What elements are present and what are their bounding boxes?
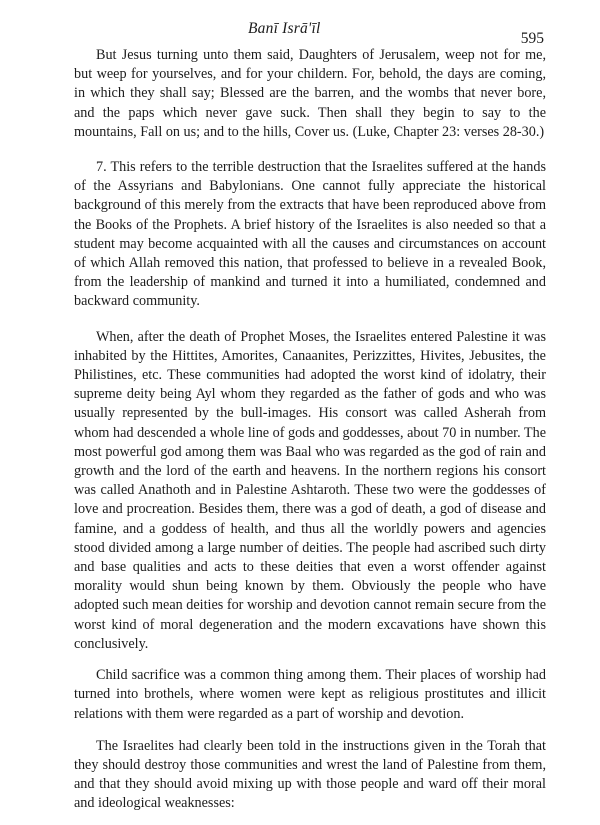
running-title: Banī Isrā'īl xyxy=(248,20,321,37)
page-number: 595 xyxy=(520,30,544,47)
body-text xyxy=(74,46,546,825)
paragraph-child-sacrifice: Child sacrifice was a common thing among them. Their places of worship had turned into brothels, where women were kept as religious prostitutes and illicit relations with them were regarded as a part of worship and devotion. xyxy=(74,667,546,722)
running-header xyxy=(0,20,600,47)
paragraph-palestine-inhabitants: When, after the death of Prophet Moses, the Israelites entered Palestine it was inhabited by the Hittites, Amorites, Canaanites, Perizzittes, Hivites, Jebusites, the Philistines, etc. These communities had adopted the worst kind of idolatry, their supreme deity being Ayl whom they regarded as the father of gods and who was usually represented by the bull-images. His consort was called Asherah from whom had descended a whole line of gods and goddesses, about 70 in number. The most powerful god among them was Baal who was regarded as the god of rain and growth and the lord of the earth and heavens. In the northern regions his consort was called Anathoth and in Palestine Ashtaroth. These two were the goddesses of love and procreation. Besides them, there was a god of death, a god of disease and famine, and a goddess of health, and thus all the worldly powers and agencies stood divided among a large number of deities. The people had ascribed such dirty and base qualities and acts to these deities that even a worst offender against morality would shun being known by them. Obviously the people who have adopted such mean deities for worship and devotion cannot remain secure from the worst kind of moral degeneration and the modern excavations have shown this conclusively. xyxy=(74,328,546,652)
paragraph-luke-quote: But Jesus turning unto them said, Daughters of Jerusalem, weep not for me, but weep for yourselves, and for your childern. For, behold, the days are coming, in which they shall say; Blessed are the barren, and the wombs that never bore, and the paps which never gave suck. Then shall they begin to say to the mountains, Fall on us; and to the hills, Cover us. (Luke, Chapter 23: verses 28-30.) xyxy=(74,47,546,140)
paragraph-torah-instructions: The Israelites had clearly been told in the instructions given in the Torah that they should destroy those communities and wrest the land of Palestine from them, and that they should avoid mixing up with those people and ward off their moral and ideological weaknesses: xyxy=(74,737,546,812)
paragraph-note-7: 7. This refers to the terrible destruction that the Israelites suffered at the hands of the Assyrians and Babylonians. One cannot fully appreciate the historical background of this merely from the extracts that have been reproduced above from the Books of the Prophets. A brief history of the Israelites is also needed so that a student may become acquainted with all the causes and circumstances on account of which Allah removed this nation, that professed to believe in a revealed Book, from the leadership of mankind and turned it into a humiliated, condemned and backward community. xyxy=(74,159,546,310)
